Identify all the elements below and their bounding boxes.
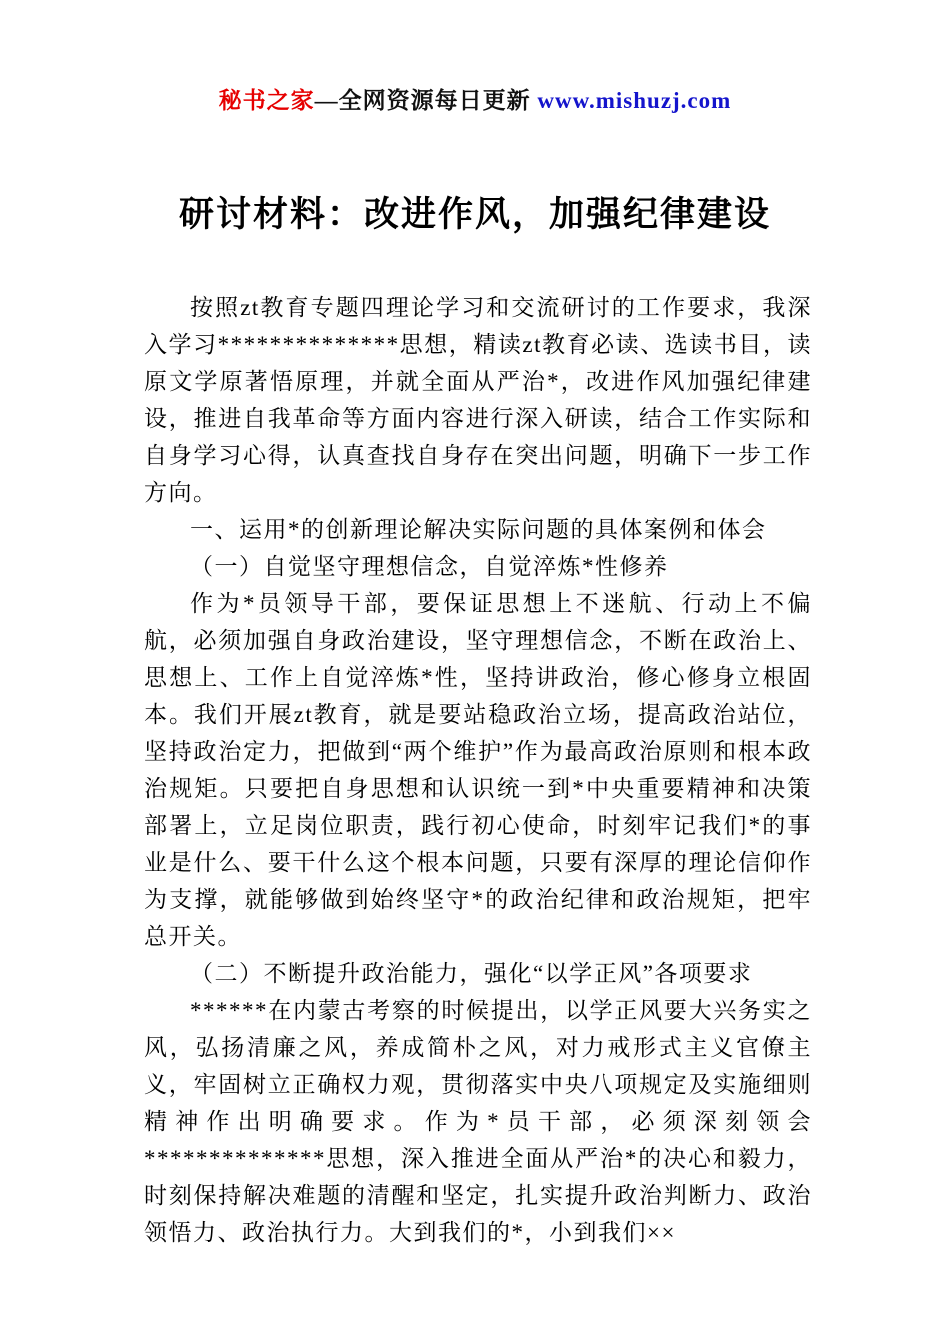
subsection-1-2-heading: （二）不断提升政治能力，强化“以学正风”各项要求 <box>190 961 753 986</box>
paragraph-intro: 按照zt教育专题四理论学习和交流研讨的工作要求，我深入学习**************思想，精读zt教育必读、选读书目，读原文学原著悟原理，并就全面从严治*，改进作风加强纪律建设，推进自我革命等方面内容进行深入研读，结合工作实际和自身学习心得，认真查找自身存在突出问题，明确下一步工作方向。 <box>144 295 812 505</box>
document-body <box>144 289 812 1251</box>
subsection-1-2-body: ******在内蒙古考察的时候提出，以学正风要大兴务实之风，弘扬清廉之风，养成简朴之风，对力戒形式主义官僚主义，牢固树立正确权力观，贯彻落实中央八项规定及实施细则精神作出明确要求。作为*员干部，必须深刻领会**************思想，深入推进全面从严治*的决心和毅力，时刻保持解决难题的清醒和坚定，扎实提升政治判断力、政治领悟力、政治执行力。大到我们的*，小到我们×× <box>144 998 812 1245</box>
site-url-link[interactable]: www.mishuzj.com <box>537 88 732 113</box>
site-brand: 秘书之家 <box>218 88 315 113</box>
subsection-1-1-heading: （一）自觉坚守理想信念，自觉淬炼*性修养 <box>190 554 669 579</box>
subsection-1-1-body: 作为*员领导干部，要保证思想上不迷航、行动上不偏航，必须加强自身政治建设，坚守理想信念，不断在政治上、思想上、工作上自觉淬炼*性，坚持讲政治，修心修身立根固本。我们开展zt教育，就是要站稳政治立场，提高政治站位，坚持政治定力，把做到“两个维护”作为最高政治原则和根本政治规矩。只要把自身思想和认识统一到*中央重要精神和决策部署上，立足岗位职责，践行初心使命，时刻牢记我们*的事业是什么、要干什么这个根本问题，只要有深厚的理论信仰作为支撑，就能够做到始终坚守*的政治纪律和政治规矩，把牢总开关。 <box>144 591 812 949</box>
site-tagline: —全网资源每日更新 <box>314 88 538 113</box>
document-title: 研讨材料：改进作风，加强纪律建设 <box>178 195 771 234</box>
section-1-heading: 一、运用*的创新理论解决实际问题的具体案例和体会 <box>190 517 767 542</box>
site-header <box>0 82 950 115</box>
